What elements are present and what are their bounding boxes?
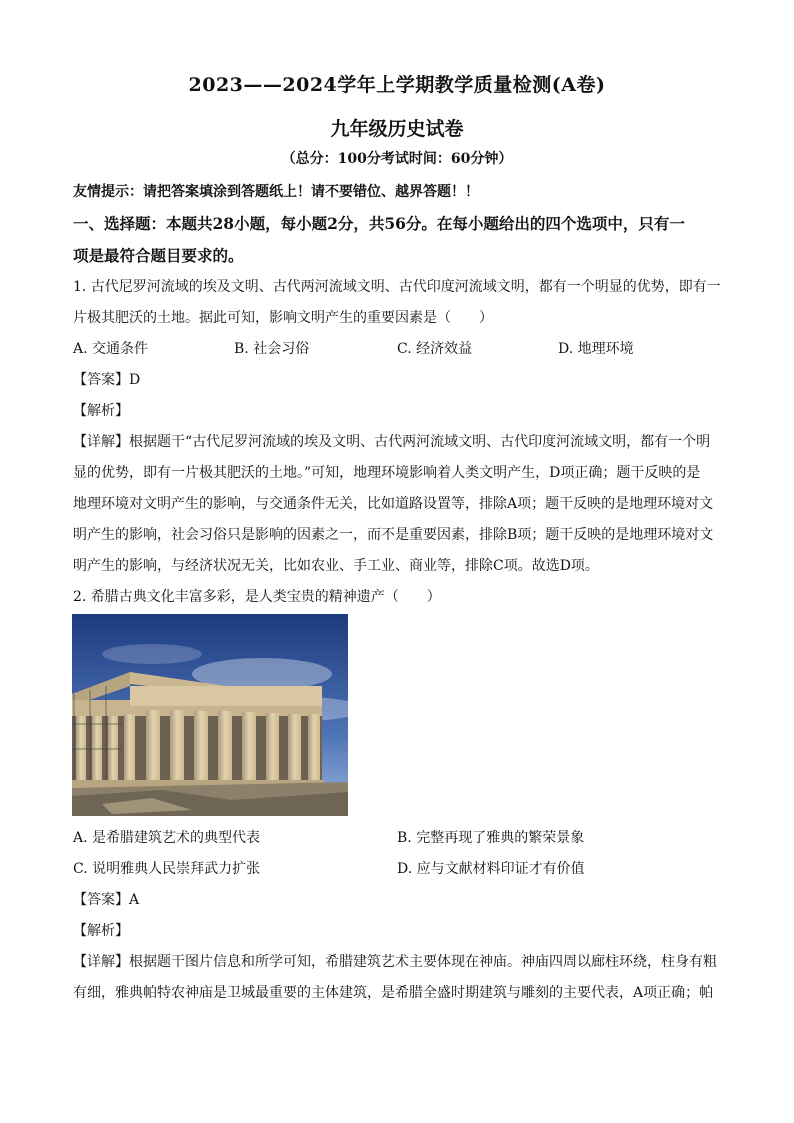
q2-detail-line: 有细，雅典帕特农神庙是卫城最重要的主体建筑，是希腊全盛时期建筑与雕刻的主要代表，A项正确；帕 (73, 985, 714, 1001)
exam-time-info: （总分：100分考试时间：60分钟） (281, 151, 513, 167)
q1-option-b: B. 社会习俗 (234, 341, 310, 357)
q1-detail-line: 明产生的影响，与经济状况无关，比如农业、手工业、商业等，排除C项。故选D项。 (73, 558, 599, 574)
q2-option-a: A. 是希腊建筑艺术的典型代表 (73, 830, 261, 846)
exam-subtitle: 九年级历史试卷 (330, 118, 464, 140)
q2-option-b: B. 完整再现了雅典的繁荣景象 (397, 830, 585, 846)
q1-option-a: A. 交通条件 (73, 341, 149, 357)
q1-detail-line: 明产生的影响，社会习俗只是影响的因素之一，而不是重要因素，排除B项；题干反映的是地理环境对文 (73, 527, 714, 543)
section-heading-line2: 项是最符合题目要求的。 (73, 246, 244, 265)
q2-stem: 2. 希腊古典文化丰富多彩，是人类宝贵的精神遗产（ ） (73, 589, 441, 605)
q1-option-c: C. 经济效益 (397, 341, 473, 357)
parthenon-photo (72, 614, 348, 816)
q1-stem-line2: 片极其肥沃的土地。据此可知，影响文明产生的重要因素是（ ） (73, 310, 493, 326)
q1-stem-line1: 1. 古代尼罗河流域的埃及文明、古代两河流域文明、古代印度河流域文明，都有一个明显的优势，即有一 (73, 279, 721, 295)
q1-answer: 【答案】D (73, 372, 141, 388)
q2-analysis-label: 【解析】 (73, 923, 129, 939)
q1-option-d: D. 地理环境 (558, 341, 634, 357)
q2-detail-line: 【详解】根据题干图片信息和所学可知，希腊建筑艺术主要体现在神庙。神庙四周以廊柱环绕，柱身有粗 (73, 954, 717, 970)
q2-option-c: C. 说明雅典人民崇拜武力扩张 (73, 861, 261, 877)
exam-title: 2023——2024学年上学期教学质量检测(A卷) (188, 74, 606, 96)
q1-detail-line: 地理环境对文明产生的影响，与交通条件无关，比如道路设置等，排除A项；题干反映的是地理环境对文 (73, 496, 714, 512)
q2-option-d: D. 应与文献材料印证才有价值 (397, 861, 585, 877)
q1-detail-line: 显的优势，即有一片极其肥沃的土地。”可知，地理环境影响着人类文明产生，D项正确；题干反映的是 (73, 465, 701, 481)
friendly-tip: 友情提示：请把答案填涂到答题纸上！请不要错位、越界答题！！ (73, 184, 479, 200)
q1-detail-line: 【详解】根据题干“古代尼罗河流域的埃及文明、古代两河流域文明、古代印度河流域文明，都有一个明 (73, 434, 711, 450)
section-heading-line1: 一、选择题：本题共28小题，每小题2分，共56分。在每小题给出的四个选项中，只有一 (73, 214, 685, 233)
q1-analysis-label: 【解析】 (73, 403, 129, 419)
q2-answer: 【答案】A (73, 892, 140, 908)
